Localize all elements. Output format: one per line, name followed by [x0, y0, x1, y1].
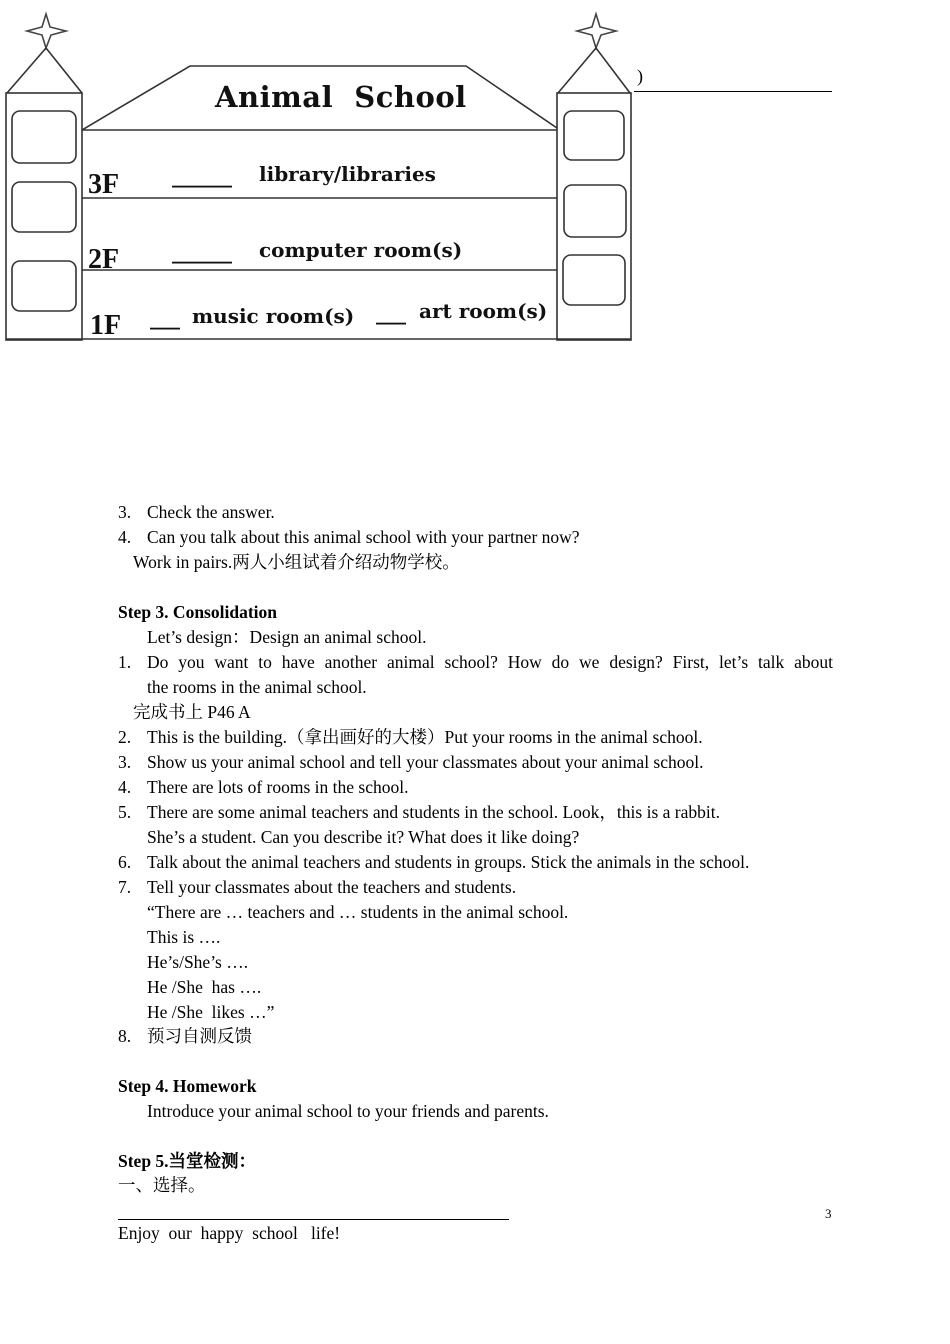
right-tower-body: [557, 93, 631, 340]
list-number: 3.: [118, 502, 132, 522]
step3-item-7-line-3: He’s/She’s ….: [147, 952, 249, 972]
floor-1f-blank-2: ___: [376, 301, 406, 325]
list-number: 5.: [118, 802, 132, 822]
page-number: 3: [825, 1206, 832, 1221]
step3-item-7-line-2: This is ….: [147, 927, 221, 947]
footer-rule: [118, 1219, 509, 1220]
right-tower-window-3: [563, 255, 625, 305]
left-tower-window-3: [12, 261, 76, 311]
list-text: Can you talk about this animal school with your partner now?: [147, 527, 580, 547]
left-tower-window-2: [12, 182, 76, 232]
step4-heading: Step 4. Homework: [118, 1076, 257, 1096]
floor-label-1f: 1F: [90, 310, 122, 341]
floor-1f-blank-1: ___: [150, 306, 180, 330]
step3-item-4: [0, 775, 950, 800]
left-tower-star-icon: [27, 14, 66, 48]
list-text: There are some animal teachers and students in the school. Look，this is a rabbit.: [147, 802, 720, 822]
step5-heading: Step 5.当堂检测：: [118, 1151, 257, 1171]
step3-item-7-line-4: He /She has ….: [147, 977, 262, 997]
step2-item-4: [0, 525, 950, 550]
step3-item-1-cont: the rooms in the animal school.: [147, 677, 367, 697]
step3-item-5-cont: She’s a student. Can you describe it? What does it like doing?: [147, 827, 580, 847]
list-number: 2.: [118, 727, 132, 747]
step3-heading: Step 3. Consolidation: [118, 602, 277, 622]
step3-item-5: [0, 800, 950, 825]
list-number: 4.: [118, 777, 132, 797]
right-tower-star-icon: [577, 14, 616, 48]
step4-text: Introduce your animal school to your friends and parents.: [147, 1101, 549, 1121]
floor-label-2f: 2F: [88, 244, 120, 275]
list-number: 3.: [118, 752, 132, 772]
list-text: This is the building.（拿出画好的大楼）Put your rooms in the animal school.: [147, 727, 703, 747]
step3-item-6: [0, 850, 950, 875]
step3-item-7: [0, 875, 950, 900]
list-number: 1.: [118, 652, 132, 672]
footer-motto: Enjoy our happy school life!: [118, 1223, 341, 1243]
list-number: 8.: [118, 1026, 132, 1046]
list-text: There are lots of rooms in the school.: [147, 777, 409, 797]
list-number: 6.: [118, 852, 132, 872]
animal-school-building-illustration: [0, 0, 640, 350]
header-paren: ): [637, 66, 643, 86]
right-tower-roof: [558, 48, 630, 93]
step3-item-3: [0, 750, 950, 775]
step5-sub: 一、选择。: [118, 1175, 206, 1195]
list-text: Check the answer.: [147, 502, 275, 522]
floor-3f-blank: ______: [172, 164, 232, 188]
list-text: Talk about the animal teachers and students in groups. Stick the animals in the school.: [147, 852, 750, 872]
list-text: 预习自测反馈: [147, 1026, 252, 1046]
list-number: 4.: [118, 527, 132, 547]
floor-2f-blank: ______: [172, 240, 232, 264]
building-title: Animal School: [215, 80, 467, 114]
step3-item-8: [0, 1024, 950, 1049]
floor-2f-rooms: computer room(s): [259, 238, 463, 262]
list-number: 7.: [118, 877, 132, 897]
floor-1f-room-2: art room(s): [419, 299, 548, 323]
book-note: 完成书上 P46 A: [133, 702, 251, 722]
left-tower-window-1: [12, 111, 76, 163]
list-text: Tell your classmates about the teachers and students.: [147, 877, 517, 897]
list-text: Show us your animal school and tell your classmates about your animal school.: [147, 752, 704, 772]
left-tower-roof: [7, 48, 82, 93]
floor-3f-rooms: library/libraries: [259, 162, 436, 186]
step2-item-3: [0, 500, 950, 525]
list-text: Do you want to have another animal school? How do we design? First, let’s talk about: [147, 652, 833, 672]
step3-item-1: [0, 650, 950, 675]
header-rule: [634, 91, 832, 92]
step3-intro: Let’s design：Design an animal school.: [147, 627, 427, 647]
step3-item-2: [0, 725, 950, 750]
step3-item-7-line-1: “There are … teachers and … students in the animal school.: [147, 902, 569, 922]
floor-1f-room-1: music room(s): [192, 304, 355, 328]
right-tower-window-1: [564, 111, 624, 160]
floor-label-3f: 3F: [88, 169, 120, 200]
step3-item-7-line-5: He /She likes …”: [147, 1002, 275, 1022]
pairwork-note: Work in pairs.两人小组试着介绍动物学校。: [133, 552, 460, 572]
right-tower-window-2: [564, 185, 626, 237]
left-tower-body: [6, 93, 82, 340]
